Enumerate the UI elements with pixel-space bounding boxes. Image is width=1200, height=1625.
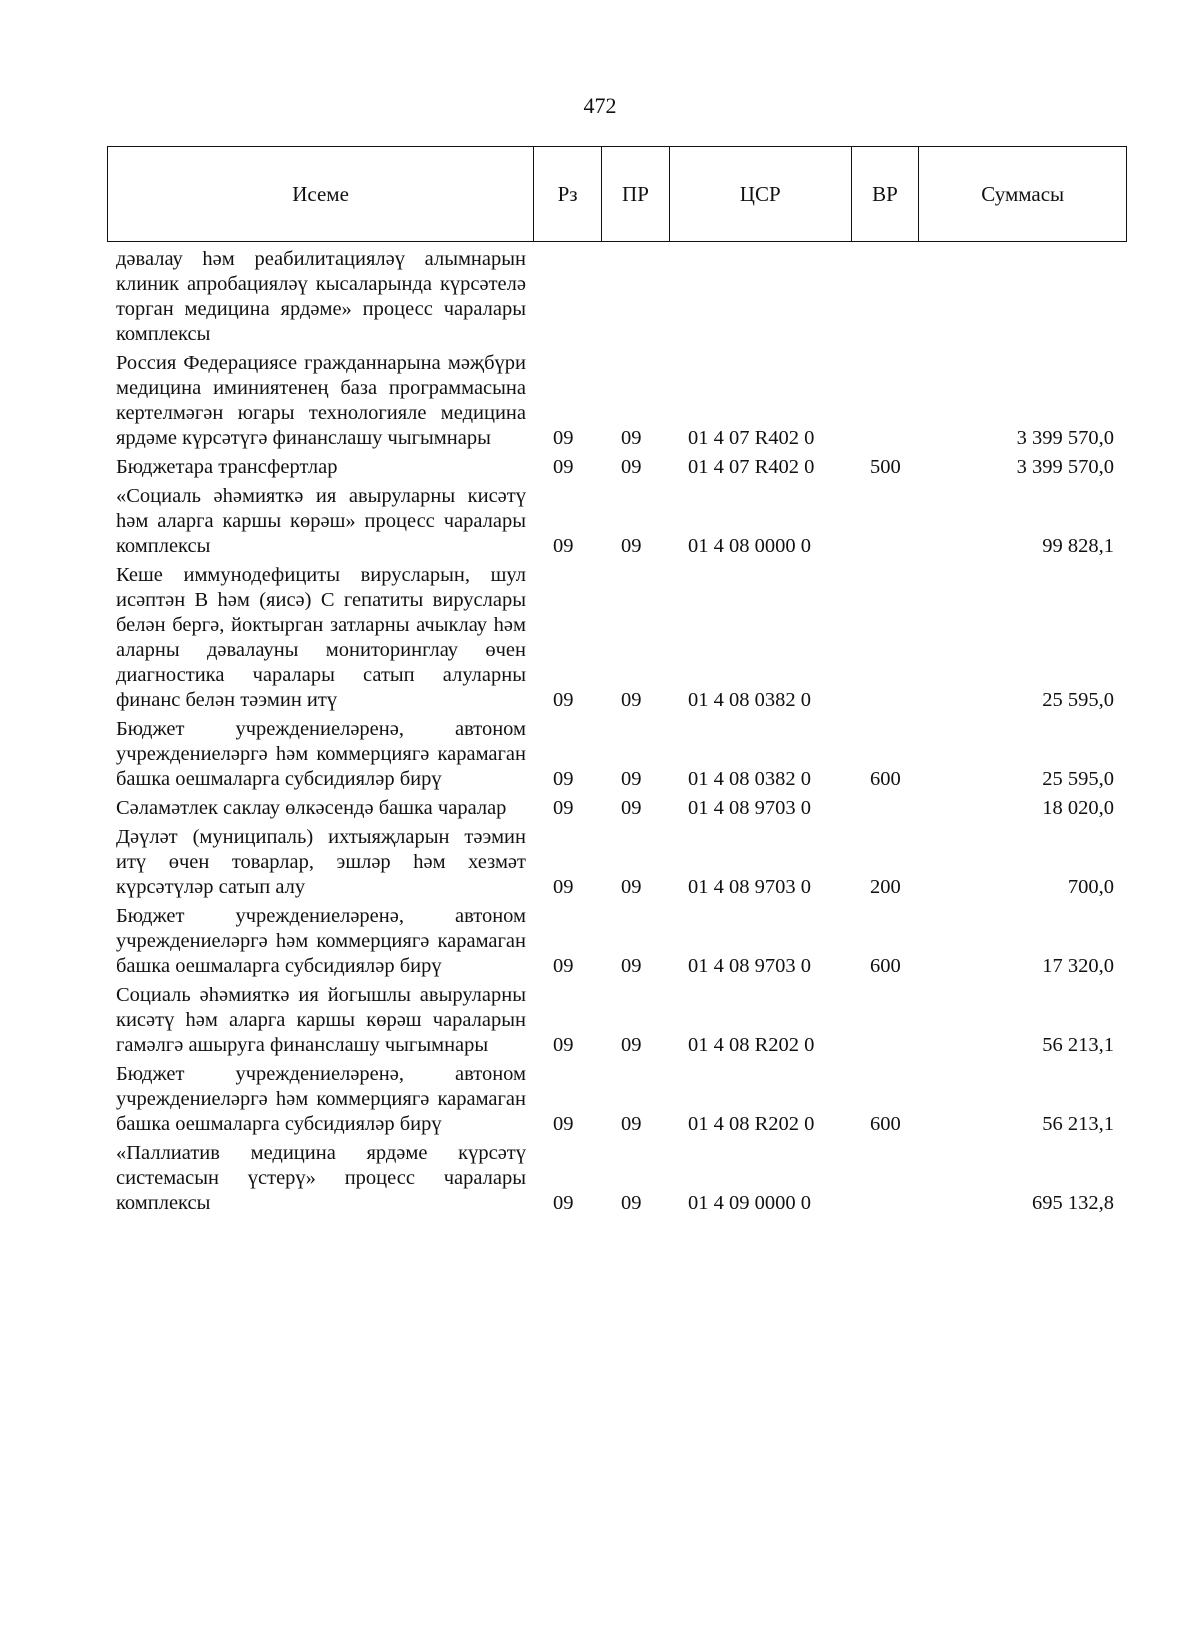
row-vr: 600 <box>870 955 901 977</box>
table-row <box>0 796 1200 821</box>
row-name: Бюджетара трансфертлар <box>116 456 338 478</box>
row-pr: 09 <box>621 1192 642 1214</box>
row-pr: 09 <box>621 1034 642 1056</box>
header-sum: Суммасы <box>918 147 1126 241</box>
header-csr: ЦСР <box>669 147 851 241</box>
table-row <box>0 904 1200 979</box>
row-name: Бюджет учреждениеләренә, автоном учреждениеләргә һәм коммерциягә карамаган башка оешмаларга субсидияләр бирү <box>116 1063 526 1135</box>
row-pr: 09 <box>621 876 642 898</box>
row-rz: 09 <box>553 427 574 449</box>
table-row <box>0 983 1200 1058</box>
row-vr: 200 <box>870 876 901 898</box>
table-body <box>0 247 1200 1220</box>
row-rz: 09 <box>553 1192 574 1214</box>
row-pr: 09 <box>621 955 642 977</box>
row-csr: 01 4 07 R402 0 <box>688 427 815 449</box>
table-row <box>0 247 1200 347</box>
row-pr: 09 <box>621 689 642 711</box>
row-pr: 09 <box>621 768 642 790</box>
table-row <box>0 484 1200 559</box>
row-name: Россия Федерациясе гражданнарына мәҗбүри медицина иминиятенең база программасына кертелмәгән югары технологияле медицина ярдәме күрсәтүгә финанслашу чыгымнары <box>116 352 526 449</box>
table-row <box>0 455 1200 480</box>
row-csr: 01 4 08 9703 0 <box>688 876 811 898</box>
page-number: 472 <box>583 93 617 118</box>
row-name: Социаль әһәмияткә ия йогышлы авыруларны кисәтү һәм аларга каршы көрәш чараларын гамәлгә ашыруга финанслашу чыгымнары <box>116 984 526 1056</box>
row-sum: 18 020,0 <box>1042 797 1114 819</box>
table-header <box>107 146 1127 242</box>
row-name: Бюджет учреждениеләренә, автоном учреждениеләргә һәм коммерциягә карамаган башка оешмаларга субсидияләр бирү <box>116 718 526 790</box>
row-name: дәвалау һәм реабилитацияләү алымнарын клиник апробацияләү кысаларында күрсәтелә торган медицина ярдәме» процесс чаралары комплексы <box>116 248 526 345</box>
row-sum: 56 213,1 <box>1042 1113 1114 1135</box>
row-vr: 600 <box>870 768 901 790</box>
row-name: Кеше иммунодефициты вирусларын, шул исәптән В һәм (яисә) С гепатиты вируслары белән бергә, йоктырган затларны ачыклау һәм аларны дәвалауны мониторинглау өчен диагностика чаралары сатып алуларны финанс белән тәэмин итү <box>116 564 526 711</box>
row-name: Сәламәтлек саклау өлкәсендә башка чаралар <box>116 797 507 819</box>
row-vr: 500 <box>870 456 901 478</box>
row-pr: 09 <box>621 797 642 819</box>
row-name: «Социаль әһәмияткә ия авыруларны кисәтү һәм аларга каршы көрәш» процесс чаралары комплексы <box>116 485 526 557</box>
table-row <box>0 1062 1200 1137</box>
row-rz: 09 <box>553 768 574 790</box>
row-name: Бюджет учреждениеләренә, автоном учреждениеләргә һәм коммерциягә карамаган башка оешмаларга субсидияләр бирү <box>116 905 526 977</box>
header-pr: ПР <box>601 147 669 241</box>
row-pr: 09 <box>621 1113 642 1135</box>
row-name: «Паллиатив медицина ярдәме күрсәтү системасын үстерү» процесс чаралары комплексы <box>116 1142 526 1214</box>
row-sum: 700,0 <box>1067 876 1114 898</box>
row-csr: 01 4 08 9703 0 <box>688 955 811 977</box>
row-sum: 3 399 570,0 <box>1016 427 1114 449</box>
row-name: Дәүләт (муниципаль) ихтыяҗларын тәэмин итү өчен товарлар, эшләр һәм хезмәт күрсәтүләр сатып алу <box>116 826 526 898</box>
row-sum: 3 399 570,0 <box>1016 456 1114 478</box>
row-rz: 09 <box>553 876 574 898</box>
row-pr: 09 <box>621 456 642 478</box>
row-rz: 09 <box>553 797 574 819</box>
row-sum: 695 132,8 <box>1032 1192 1114 1214</box>
row-csr: 01 4 08 0382 0 <box>688 689 811 711</box>
table-row <box>0 351 1200 451</box>
row-csr: 01 4 08 R202 0 <box>688 1113 815 1135</box>
row-sum: 56 213,1 <box>1042 1034 1114 1056</box>
table-row <box>0 563 1200 713</box>
row-rz: 09 <box>553 456 574 478</box>
row-csr: 01 4 08 R202 0 <box>688 1034 815 1056</box>
row-csr: 01 4 08 0382 0 <box>688 768 811 790</box>
row-pr: 09 <box>621 427 642 449</box>
row-sum: 25 595,0 <box>1042 768 1114 790</box>
row-csr: 01 4 07 R402 0 <box>688 456 815 478</box>
row-sum: 99 828,1 <box>1042 535 1114 557</box>
header-vr: ВР <box>851 147 919 241</box>
row-vr: 600 <box>870 1113 901 1135</box>
row-sum: 25 595,0 <box>1042 689 1114 711</box>
table-row <box>0 717 1200 792</box>
row-csr: 01 4 09 0000 0 <box>688 1192 811 1214</box>
header-name: Исеме <box>292 181 349 206</box>
row-rz: 09 <box>553 1034 574 1056</box>
row-rz: 09 <box>553 1113 574 1135</box>
row-rz: 09 <box>553 535 574 557</box>
header-rz: Рз <box>533 147 601 241</box>
row-sum: 17 320,0 <box>1042 955 1114 977</box>
row-csr: 01 4 08 9703 0 <box>688 797 811 819</box>
row-rz: 09 <box>553 955 574 977</box>
row-pr: 09 <box>621 535 642 557</box>
table-row <box>0 825 1200 900</box>
row-csr: 01 4 08 0000 0 <box>688 535 811 557</box>
table-row <box>0 1141 1200 1216</box>
row-rz: 09 <box>553 689 574 711</box>
